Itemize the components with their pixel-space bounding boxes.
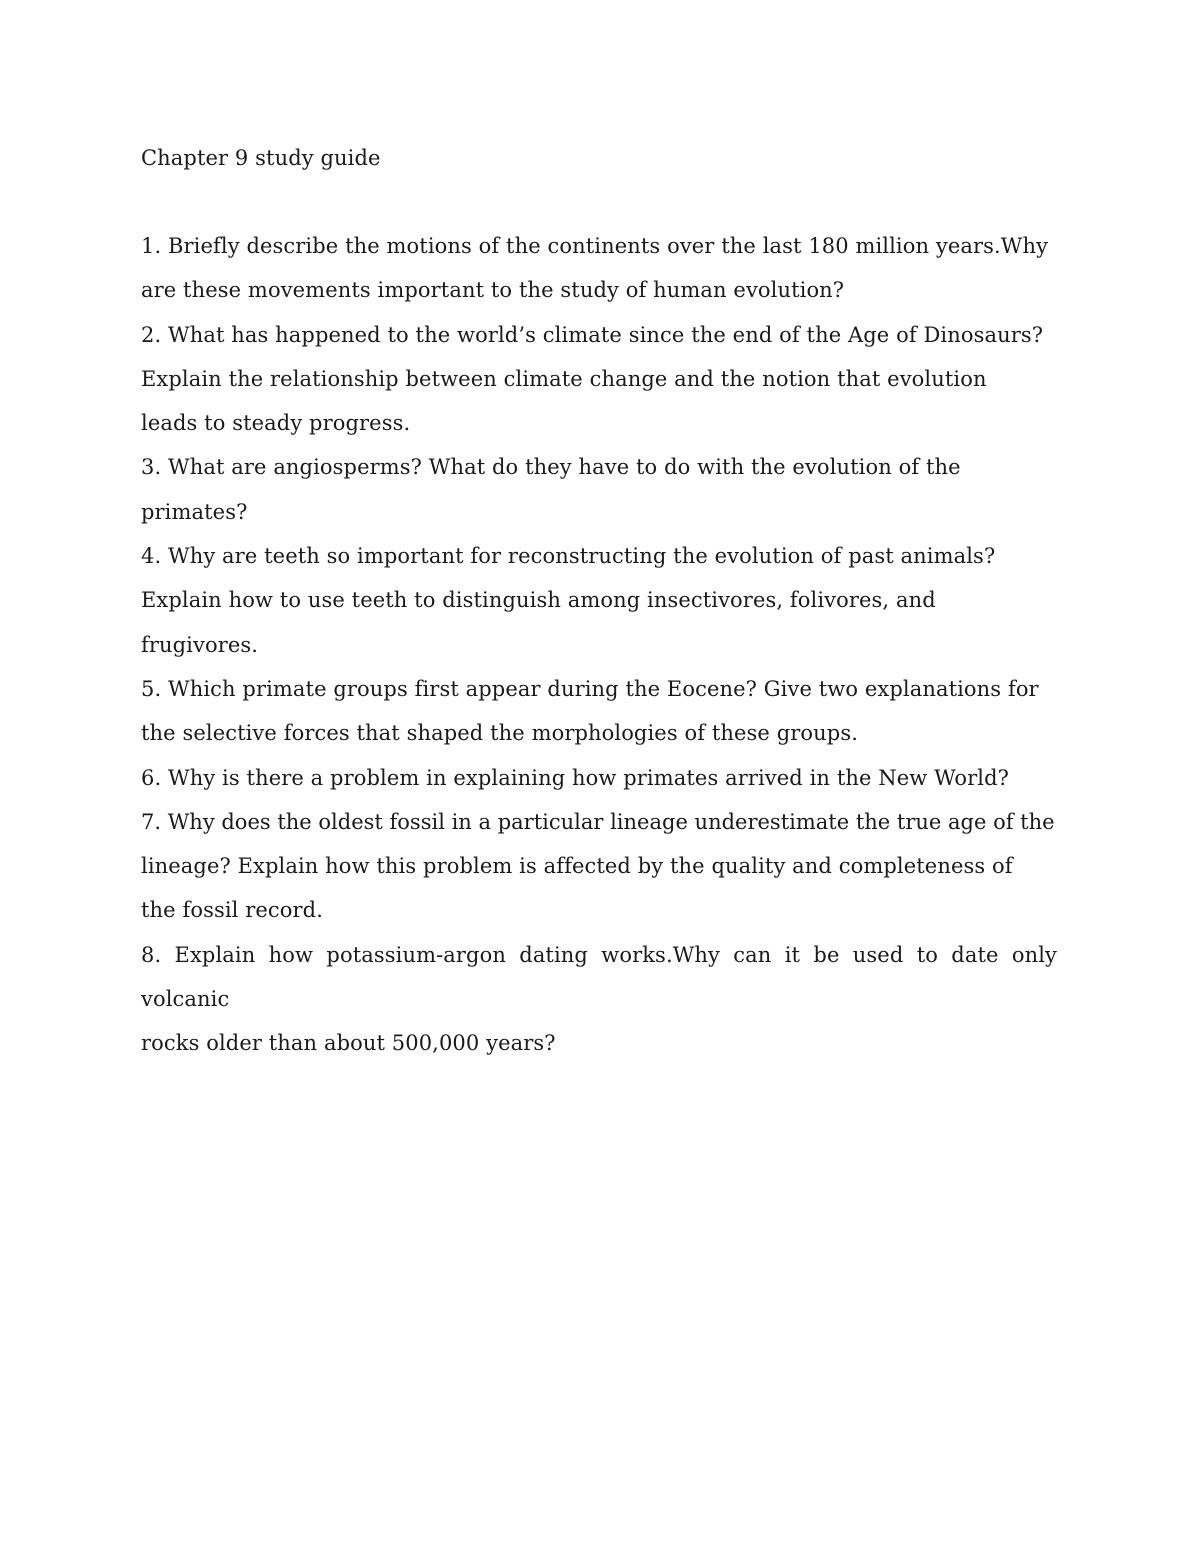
text-line-q5-b: the selective forces that shaped the morphologies of these groups. xyxy=(141,721,858,746)
text-line-q3-b: primates? xyxy=(141,499,248,524)
text-line-q7-a: 7. Why does the oldest fossil in a particular lineage underestimate the true age of the xyxy=(141,809,1055,834)
title-spacer xyxy=(141,180,1057,224)
text-line-q4-b: Explain how to use teeth to distinguish among insectivores, folivores, and xyxy=(141,588,936,613)
text-line-q3-a: 3. What are angiosperms? What do they have to do with the evolution of the xyxy=(141,455,961,480)
text-line-q4-c: frugivores. xyxy=(141,632,259,657)
text-line-q6-a: 6. Why is there a problem in explaining how primates arrived in the New World? xyxy=(141,765,1010,790)
text-line-q7-b: lineage? Explain how this problem is affected by the quality and completeness of xyxy=(141,854,1013,879)
text-line-q2-b: Explain the relationship between climate change and the notion that evolution xyxy=(141,366,987,391)
text-line-q8-a: 8. Explain how potassium-argon dating works.Why can it be used to date only xyxy=(141,942,1057,967)
text-line-q1-a: 1. Briefly describe the motions of the continents over the last 180 million years.Why xyxy=(141,234,1049,258)
text-line-q4-a: 4. Why are teeth so important for reconstructing the evolution of past animals? xyxy=(141,544,996,569)
text-line-q1-b: are these movements important to the study of human evolution? xyxy=(141,278,845,303)
text-line-q2-c: leads to steady progress. xyxy=(141,411,411,436)
document-body xyxy=(141,136,1057,1066)
text-line-q2-a: 2. What has happened to the world’s climate since the end of the Age of Dinosaurs? xyxy=(141,322,1044,347)
text-line-q7-c: the fossil record. xyxy=(141,898,323,923)
document-title: Chapter 9 study guide xyxy=(141,146,381,170)
text-line-q5-a: 5. Which primate groups first appear during the Eocene? Give two explanations for xyxy=(141,676,1039,701)
text-line-q8-b: volcanic xyxy=(141,987,230,1012)
text-line-q8-c: rocks older than about 500,000 years? xyxy=(141,1031,556,1056)
